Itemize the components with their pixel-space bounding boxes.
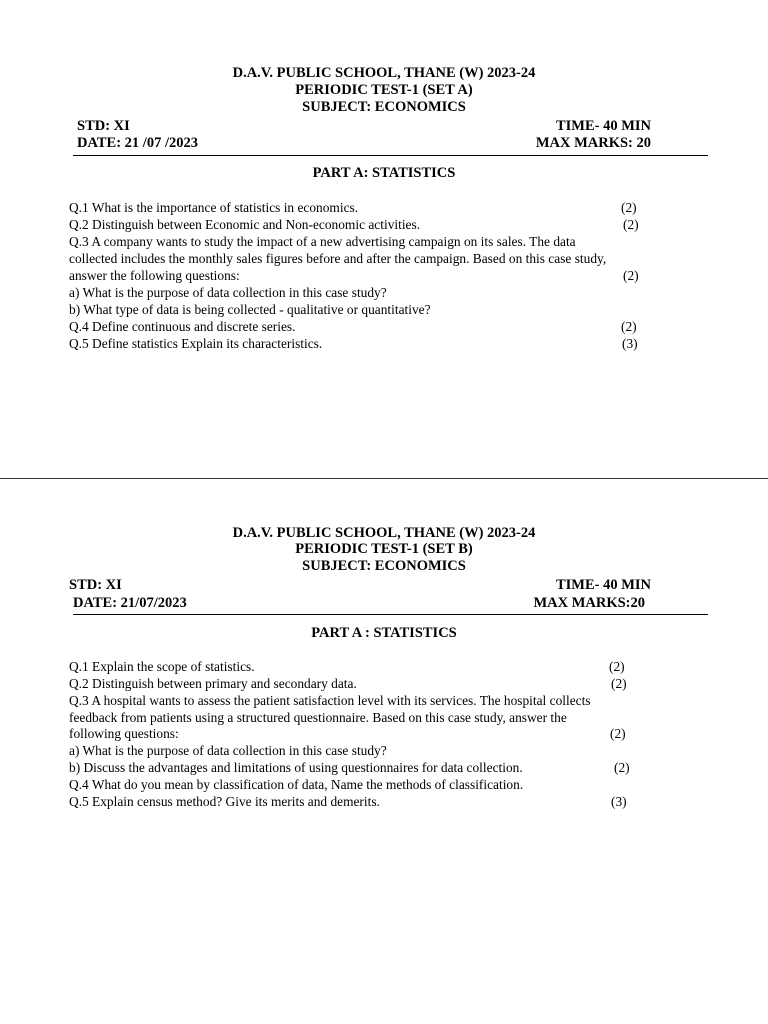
marks: (2) [621, 200, 637, 215]
max-marks-label: MAX MARKS:20 [533, 595, 645, 611]
test-title: PERIODIC TEST-1 (SET A) [295, 82, 473, 98]
school-name: D.A.V. PUBLIC SCHOOL, THANE (W) 2023-24 [232, 65, 536, 81]
question-line: Q.3 A company wants to study the impact of a new advertising campaign on its sales. The data [69, 234, 576, 249]
question-line: Q.5 Explain census method? Give its merits and demerits. [69, 794, 380, 809]
subject-title: SUBJECT: ECONOMICS [302, 99, 466, 115]
question-line: Q.4 Define continuous and discrete series. [69, 319, 296, 334]
test-title: PERIODIC TEST-1 (SET B) [295, 541, 473, 557]
question-line: answer the following questions: [69, 268, 240, 283]
question-line: Q.5 Define statistics Explain its characteristics. [69, 336, 323, 351]
time-label: TIME- 40 MIN [555, 118, 651, 134]
marks: (2) [623, 268, 639, 283]
question-line: following questions: [69, 726, 179, 741]
question-line: a) What is the purpose of data collection in this case study? [69, 285, 387, 300]
question-line: feedback from patients using a structured questionnaire. Based on this case study, answer the [69, 710, 567, 725]
marks: (3) [611, 794, 627, 809]
max-marks-label: MAX MARKS: 20 [535, 135, 651, 151]
question-line: Q.1 What is the importance of statistics in economics. [69, 200, 359, 215]
marks: (2) [609, 659, 625, 674]
question-line: collected includes the monthly sales figures before and after the campaign. Based on this case study, [69, 251, 607, 266]
marks: (2) [621, 319, 637, 334]
part-heading: PART A : STATISTICS [311, 625, 457, 641]
question-line: Q.2 Distinguish between primary and secondary data. [69, 676, 357, 691]
subject-title: SUBJECT: ECONOMICS [302, 558, 466, 574]
part-heading: PART A: STATISTICS [312, 165, 456, 181]
marks: (2) [611, 676, 627, 691]
header-rule [73, 614, 708, 615]
std-label: STD: XI [77, 118, 130, 134]
question-line: Q.2 Distinguish between Economic and Non-economic activities. [69, 217, 421, 232]
std-label: STD: XI [69, 577, 122, 593]
question-line: Q.4 What do you mean by classification of data, Name the methods of classification. [69, 777, 524, 792]
marks: (2) [614, 760, 630, 775]
marks: (2) [610, 726, 626, 741]
question-line: Q.1 Explain the scope of statistics. [69, 659, 255, 674]
question-line: b) Discuss the advantages and limitations of using questionnaires for data collection. [69, 760, 523, 775]
date-label: DATE: 21 /07 /2023 [77, 135, 198, 151]
marks: (2) [623, 217, 639, 232]
question-line: b) What type of data is being collected - qualitative or quantitative? [69, 302, 431, 317]
question-line: a) What is the purpose of data collection in this case study? [69, 743, 387, 758]
page-separator [0, 478, 768, 479]
date-label: DATE: 21/07/2023 [73, 595, 187, 611]
time-label: TIME- 40 MIN [555, 577, 651, 593]
marks: (3) [622, 336, 638, 351]
question-line: Q.3 A hospital wants to assess the patient satisfaction level with its services. The hospital collects [69, 693, 591, 708]
header-rule [73, 155, 708, 156]
school-name: D.A.V. PUBLIC SCHOOL, THANE (W) 2023-24 [232, 525, 536, 541]
